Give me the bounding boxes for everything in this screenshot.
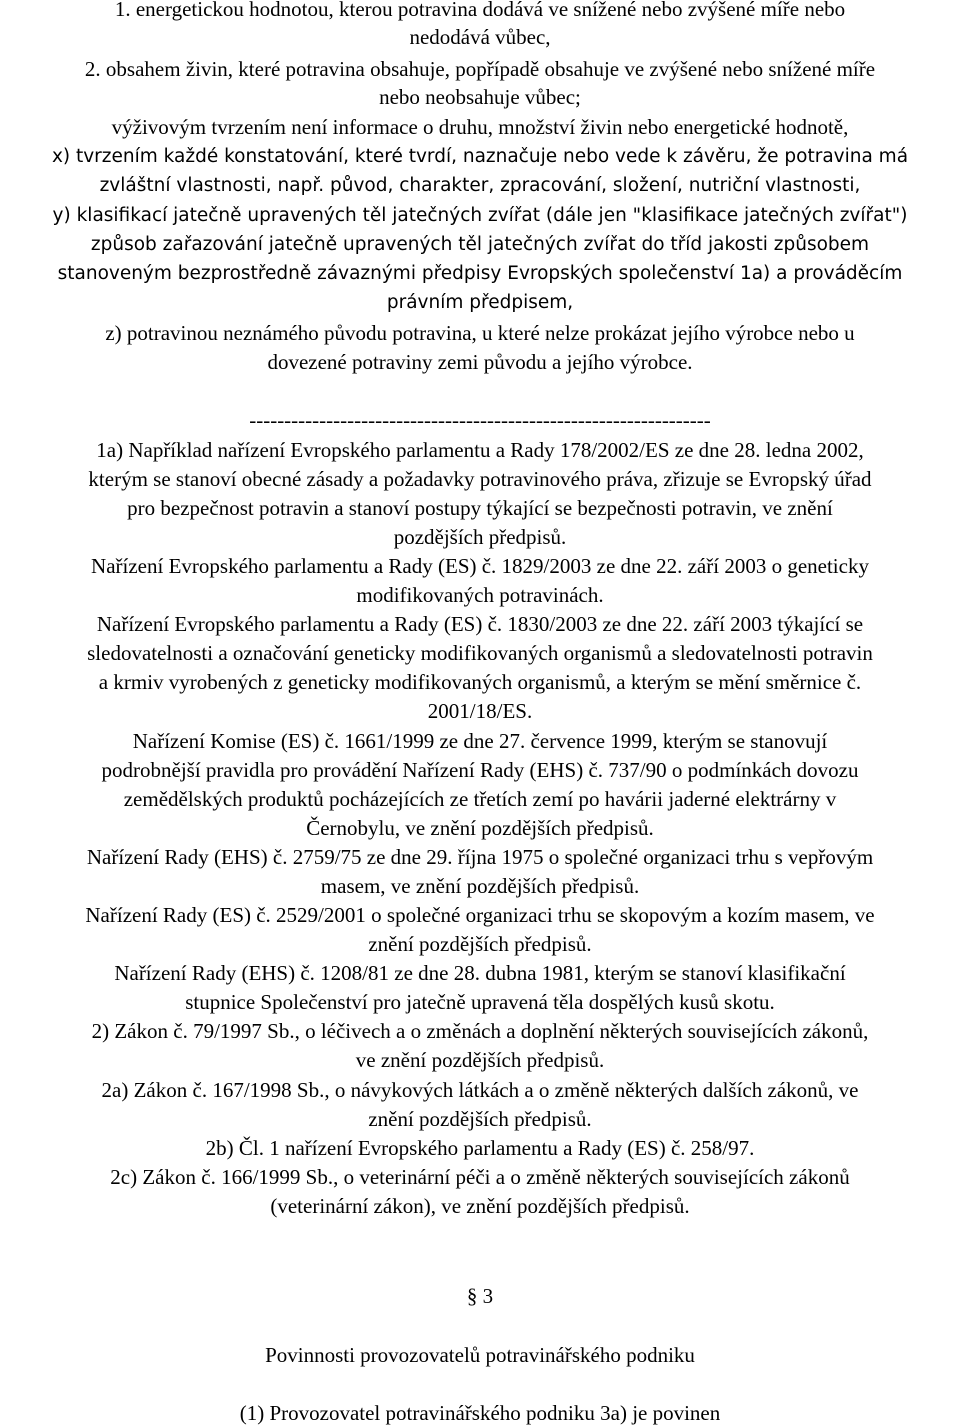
footnote-line: Černobylu, ve znění pozdějších předpisů.	[306, 816, 654, 840]
footnote-separator: ------------------------------------------------------------------	[249, 408, 711, 432]
definition-line: výživovým tvrzením není informace o druhu, množství živin nebo energetické hodnotě,	[111, 115, 849, 139]
footnote-line: a krmiv vyrobených z geneticky modifikovaných organismů, a kterým se mění směrnice č.	[98, 670, 862, 694]
section-title: Povinnosti provozovatelů potravinářského podniku	[265, 1343, 695, 1367]
footnote-line: pozdějších předpisů.	[393, 525, 567, 549]
footnote-line: znění pozdějších předpisů.	[368, 932, 592, 956]
footnote-line: 2001/18/ES.	[427, 699, 533, 723]
footnote-line: Nařízení Rady (ES) č. 2529/2001 o společné organizaci trhu se skopovým a kozím masem, ve	[85, 903, 875, 927]
footnote-line: Nařízení Rady (EHS) č. 1208/81 ze dne 28. dubna 1981, kterým se stanoví klasifikační	[114, 961, 846, 985]
footnote-line: sledovatelnosti a označování geneticky modifikovaných organismů a sledovatelnosti potravin	[87, 641, 873, 665]
footnote-line: (veterinární zákon), ve znění pozdějších předpisů.	[270, 1194, 690, 1218]
footnote-line: ve znění pozdějších předpisů.	[355, 1048, 605, 1072]
definition-line: právním předpisem,	[386, 292, 574, 313]
footnote-line: Nařízení Evropského parlamentu a Rady (ES) č. 1830/2003 ze dne 22. září 2003 týkající se	[96, 612, 864, 636]
footnote-line: znění pozdějších předpisů.	[368, 1107, 592, 1131]
footnote-2b: 2b) Čl. 1 nařízení Evropského parlamentu a Rady (ES) č. 258/97.	[205, 1136, 755, 1160]
definition-line: nedodává vůbec,	[409, 25, 551, 49]
definition-line: zvláštní vlastnosti, např. původ, charakter, zpracování, složení, nutriční vlastnosti,	[99, 175, 861, 196]
footnote-line: Nařízení Rady (EHS) č. 2759/75 ze dne 29. října 1975 o společné organizaci trhu s vepřovým	[86, 845, 874, 869]
footnote-line: podrobnější pravidla pro provádění Nařízení Rady (EHS) č. 737/90 o podmínkách dovozu	[101, 758, 859, 782]
footnote-line: stupnice Společenství pro jatečně upravená těla dospělých kusů skotu.	[185, 990, 775, 1014]
definition-line: způsob zařazování jatečně upravených těl jatečných zvířat do tříd jakosti způsobem	[90, 234, 870, 255]
definition-line: 1. energetickou hodnotou, kterou potravina dodává ve snížené nebo zvýšené míře nebo	[114, 0, 846, 21]
section-number: § 3	[466, 1284, 494, 1308]
footnote-2: 2) Zákon č. 79/1997 Sb., o léčivech a o změnách a doplnění některých souvisejících zákonů,	[91, 1019, 869, 1043]
definition-x: x) tvrzením každé konstatování, které tvrdí, naznačuje nebo vede k závěru, že potravina má	[51, 146, 909, 167]
footnote-line: kterým se stanoví obecné zásady a požadavky potravinového práva, zřizuje se Evropský úřad	[88, 467, 872, 491]
definition-z: z) potravinou neznámého původu potravina, u které nelze prokázat jejího výrobce nebo u	[105, 321, 855, 345]
footnote-2a: 2a) Zákon č. 167/1998 Sb., o návykových látkách a o změně některých dalších zákonů, ve	[101, 1078, 859, 1102]
definition-line: 2. obsahem živin, které potravina obsahuje, popřípadě obsahuje ve zvýšené nebo snížené míře	[84, 57, 876, 81]
footnote-line: pro bezpečnost potravin a stanoví postupy týkající se bezpečnosti potravin, ve znění	[127, 496, 833, 520]
footnote-line: masem, ve znění pozdějších předpisů.	[320, 874, 640, 898]
definition-line: stanoveným bezprostředně závaznými předpisy Evropských společenství 1a) a prováděcím	[57, 263, 903, 284]
footnote-1a: 1a) Například nařízení Evropského parlamentu a Rady 178/2002/ES ze dne 28. ledna 2002,	[96, 438, 864, 462]
definition-y: y) klasifikací jatečně upravených těl jatečných zvířat (dále jen "klasifikace jatečných zvířat")	[52, 205, 908, 226]
footnote-line: zemědělských produktů pocházejících ze třetích zemí po havárii jaderné elektrárny v	[123, 787, 837, 811]
footnote-line: Nařízení Evropského parlamentu a Rady (ES) č. 1829/2003 ze dne 22. září 2003 o geneticky	[91, 554, 869, 578]
definition-line: nebo neobsahuje vůbec;	[379, 85, 581, 109]
section-first-paragraph: (1) Provozovatel potravinářského podniku 3a) je povinen	[239, 1401, 721, 1425]
footnote-2c: 2c) Zákon č. 166/1999 Sb., o veterinární péči a o změně některých souvisejících zákonů	[110, 1165, 850, 1189]
footnote-line: modifikovaných potravinách.	[356, 583, 604, 607]
definition-line: dovezené potraviny zemi původu a jejího výrobce.	[267, 350, 693, 374]
footnote-line: Nařízení Komise (ES) č. 1661/1999 ze dne 27. července 1999, kterým se stanovují	[132, 729, 828, 753]
